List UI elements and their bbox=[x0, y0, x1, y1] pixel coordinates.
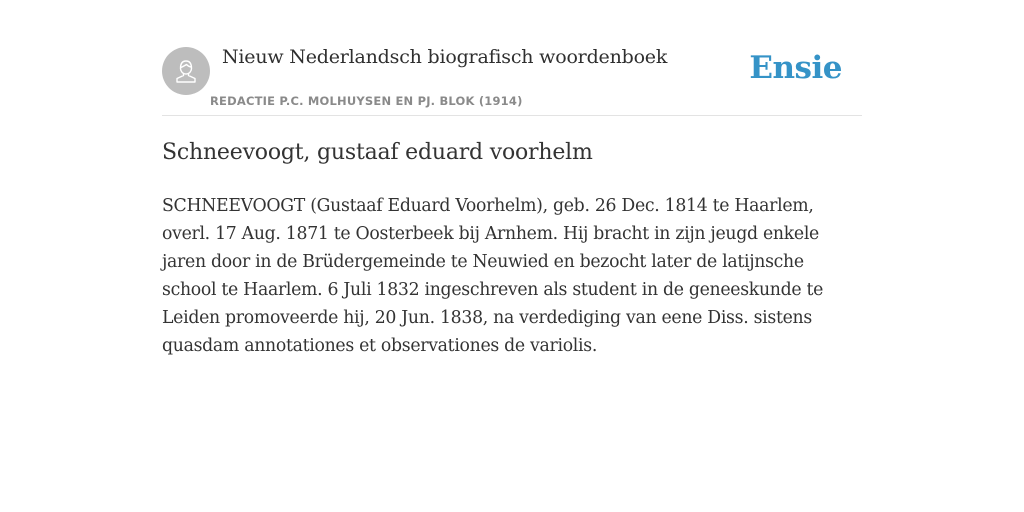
user-silhouette-icon bbox=[171, 56, 201, 86]
source-header bbox=[162, 40, 862, 116]
brand-logo[interactable]: Ensie bbox=[749, 50, 842, 86]
source-title[interactable]: Nieuw Nederlandsch biografisch woordenboek bbox=[222, 46, 668, 68]
entry-text: SCHNEEVOOGT (Gustaaf Eduard Voorhelm), geb. 26 Dec. 1814 te Haarlem, overl. 17 Aug. 1871 te Oosterbeek bij Arnhem. Hij bracht in zijn jeugd enkele jaren door in de Brüdergemeinde te Neuwied en bezocht later de latijnsche school te Haarlem. 6 Juli 1832 ingeschreven als student in de geneeskunde te Leiden promoveerde hij, 20 Jun. 1838, na verdediging van eene Diss. sistens quasdam annotationes et observationes de variolis. bbox=[162, 196, 824, 356]
entry-title: Schneevoogt, gustaaf eduard voorhelm bbox=[162, 140, 593, 165]
source-editors: REDACTIE P.C. MOLHUYSEN EN PJ. BLOK (1914) bbox=[210, 94, 523, 108]
source-avatar[interactable] bbox=[162, 47, 210, 95]
